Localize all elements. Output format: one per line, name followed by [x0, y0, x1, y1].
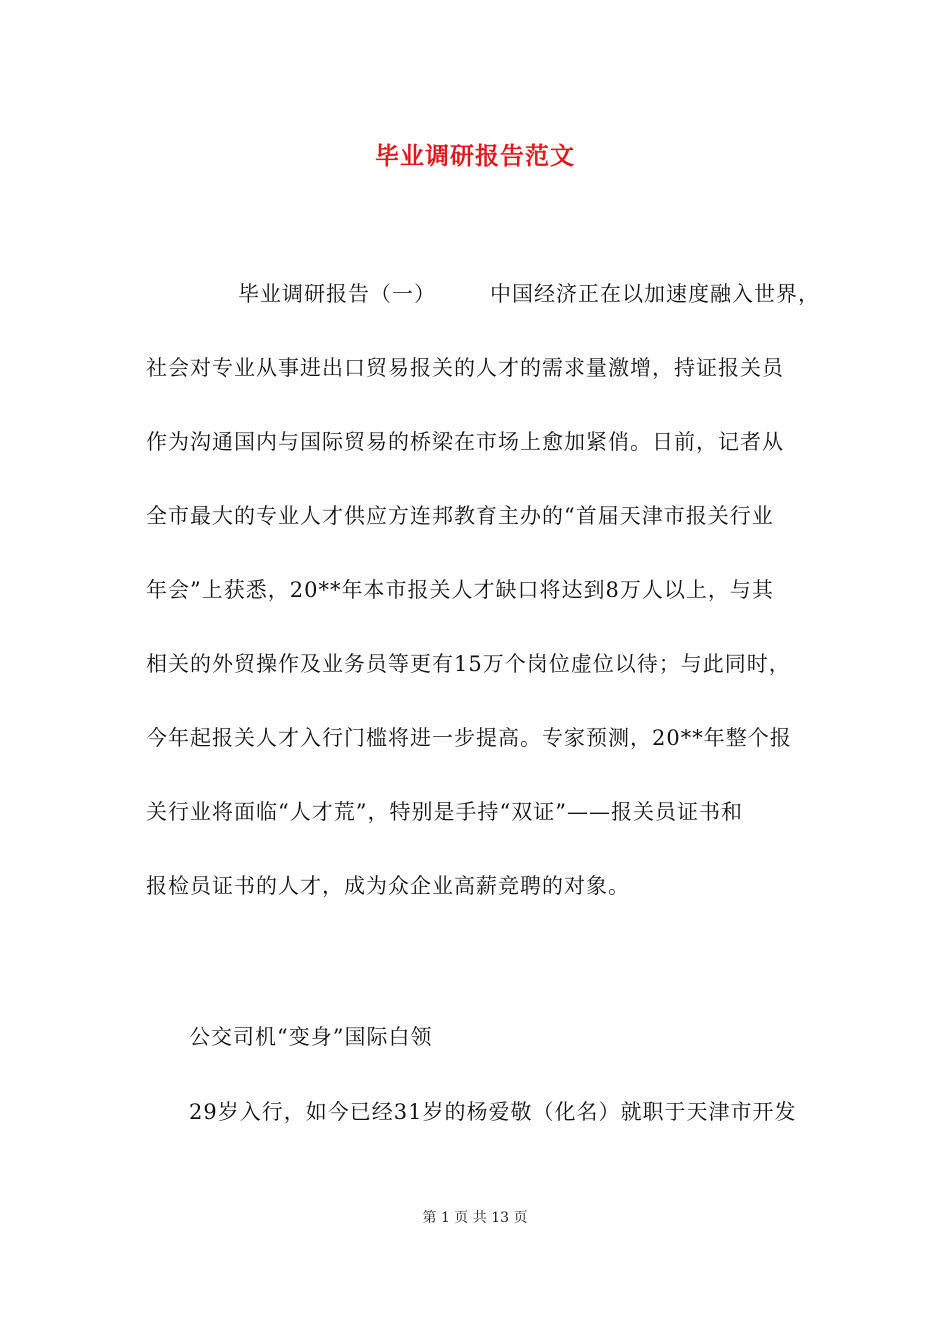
paragraph-line: 相关的外贸操作及业务员等更有15万个岗位虚位以待；与此同时，	[146, 652, 791, 676]
section-1-heading: 毕业调研报告（一）	[238, 282, 436, 306]
paragraph-line: 社会对专业从事进出口贸易报关的人才的需求量激增，持证报关员	[146, 356, 784, 380]
paragraph-line: 29岁入行，如今已经31岁的杨爱敬（化名）就职于天津市开发	[189, 1100, 797, 1124]
paragraph-line: 全市最大的专业人才供应方连邦教育主办的“首届天津市报关行业	[146, 504, 774, 528]
paragraph-line: 报检员证书的人才，成为众企业高薪竞聘的对象。	[146, 874, 630, 898]
paragraph-line: 作为沟通国内与国际贸易的桥梁在市场上愈加紧俏。日前，记者从	[146, 430, 784, 454]
paragraph-line: 今年起报关人才入行门槛将进一步提高。专家预测，20**年整个报	[146, 726, 792, 750]
paragraph-line: 年会”上获悉，20**年本市报关人才缺口将达到8万人以上，与其	[146, 578, 774, 602]
page-footer: 第 1 页 共 13 页	[422, 1210, 528, 1226]
paragraph-line: 关行业将面临“人才荒”，特别是手持“双证”——报关员证书和	[146, 800, 743, 824]
document-title: 毕业调研报告范文	[375, 142, 575, 170]
paragraph-line: 中国经济正在以加速度融入世界，	[490, 282, 820, 306]
section-2-heading: 公交司机“变身”国际白领	[189, 1025, 433, 1049]
